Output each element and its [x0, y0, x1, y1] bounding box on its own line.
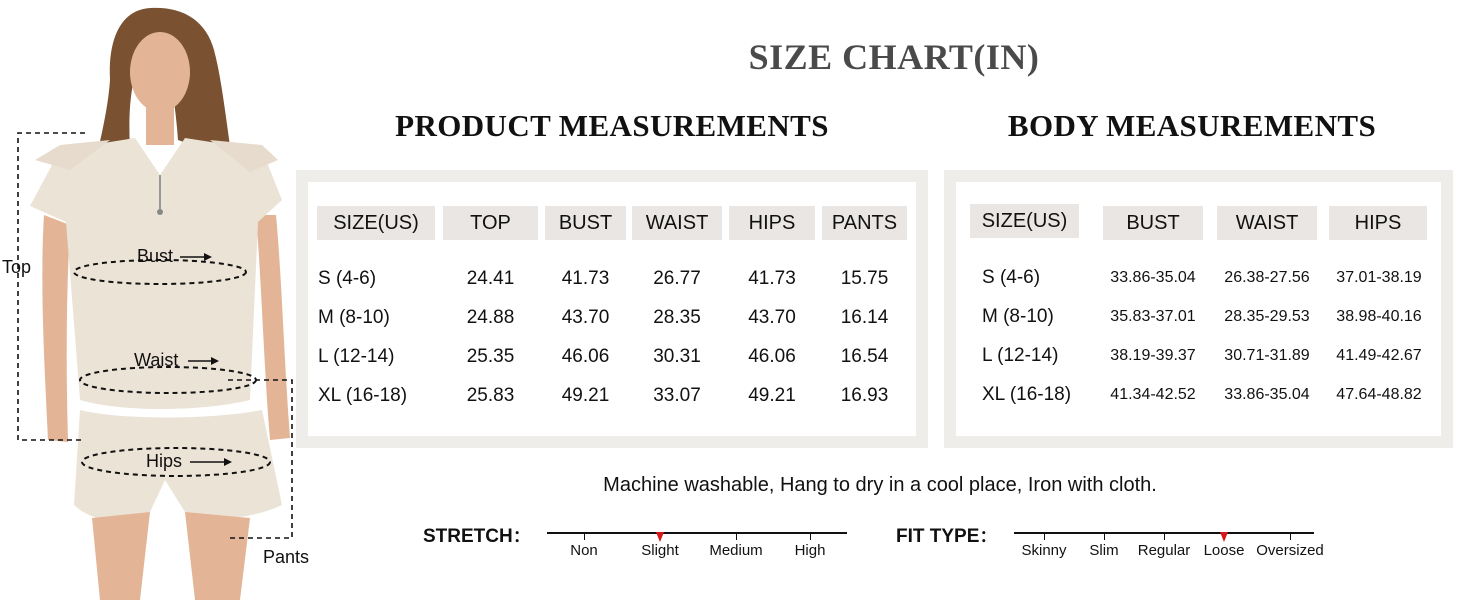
care-instructions: Machine washable, Hang to dry in a cool place, Iron with cloth.	[603, 474, 1157, 496]
product-header-waist: WAIST	[632, 206, 722, 240]
waist-label: Waist	[134, 350, 179, 370]
product-row-xl-waist: 33.07	[653, 385, 701, 406]
body-row-xl-waist: 33.86-35.04	[1224, 386, 1310, 403]
fit-option-skinny: Skinny	[1021, 542, 1067, 559]
body-row-s-bust: 33.86-35.04	[1110, 269, 1196, 286]
body-header-hips: HIPS	[1329, 206, 1427, 240]
product-row-s-waist: 26.77	[653, 268, 701, 289]
product-row-s-bust: 41.73	[561, 268, 610, 289]
body-row-s-hips: 37.01-38.19	[1336, 269, 1422, 286]
stretch-selected-marker-icon	[656, 532, 664, 542]
stretch-tick-medium	[736, 532, 737, 540]
body-header-bust: BUST	[1103, 206, 1203, 240]
stretch-option-high: High	[794, 542, 826, 559]
bust-label: Bust	[137, 246, 174, 266]
fit-tick-skinny	[1044, 532, 1045, 540]
body-row-m-hips: 38.98-40.16	[1336, 308, 1422, 325]
body-row-s-waist: 26.38-27.56	[1224, 269, 1310, 286]
product-row-m-waist: 28.35	[653, 307, 701, 328]
body-header-size: SIZE(US)	[970, 204, 1079, 238]
product-header-bust: BUST	[545, 206, 626, 240]
fit-option-oversized: Oversized	[1256, 542, 1324, 559]
body-row-l-size: L (12-14)	[982, 345, 1059, 366]
product-header-top: TOP	[443, 206, 538, 240]
page-title: SIZE CHART(IN)	[748, 37, 1040, 77]
product-row-xl-hips: 49.21	[748, 385, 796, 406]
pants-label: Pants	[263, 547, 310, 567]
product-row-xl-bust: 49.21	[561, 385, 610, 406]
fit-tick-regular	[1164, 532, 1165, 540]
product-header-pants: PANTS	[822, 206, 907, 240]
stretch-scale-line	[547, 532, 847, 534]
product-row-m-pants: 16.14	[840, 307, 889, 328]
product-row-m-hips: 43.70	[748, 307, 796, 328]
product-row-xl-top: 25.83	[466, 385, 515, 406]
stretch-option-slight: Slight	[641, 542, 679, 559]
fit-tick-slim	[1104, 532, 1105, 540]
product-row-m-bust: 43.70	[561, 307, 610, 328]
product-row-l-waist: 30.31	[653, 346, 701, 367]
fit-option-loose: Loose	[1203, 542, 1245, 559]
product-row-l-top: 25.35	[466, 346, 515, 367]
top-label: Top	[2, 257, 32, 277]
product-row-xl-pants: 16.93	[840, 385, 889, 406]
body-row-m-bust: 35.83-37.01	[1110, 308, 1196, 325]
product-row-s-hips: 41.73	[748, 268, 796, 289]
product-row-s-size: S (4-6)	[318, 268, 377, 289]
stretch-tick-non	[584, 532, 585, 540]
body-row-m-waist: 28.35-29.53	[1224, 308, 1310, 325]
product-row-l-bust: 46.06	[561, 346, 610, 367]
body-row-m-size: M (8-10)	[982, 306, 1054, 327]
product-row-s-pants: 15.75	[840, 268, 889, 289]
product-row-l-pants: 16.54	[840, 346, 889, 367]
body-row-s-size: S (4-6)	[982, 267, 1041, 288]
fit-option-regular: Regular	[1137, 542, 1191, 559]
body-row-l-hips: 41.49-42.67	[1336, 347, 1422, 364]
product-header-hips: HIPS	[729, 206, 815, 240]
product-measurements-title: PRODUCT MEASUREMENTS	[395, 108, 829, 143]
stretch-option-medium: Medium	[709, 542, 763, 559]
model-figure	[0, 0, 320, 600]
fit-type-label: FIT TYPE：	[896, 526, 999, 547]
stretch-label: STRETCH：	[423, 526, 532, 547]
product-row-xl-size: XL (16-18)	[318, 385, 408, 406]
body-measurements-title: BODY MEASUREMENTS	[1007, 108, 1377, 143]
fit-option-slim: Slim	[1089, 542, 1119, 559]
stretch-tick-high	[810, 532, 811, 540]
body-row-xl-size: XL (16-18)	[982, 384, 1072, 405]
product-row-m-top: 24.88	[466, 307, 515, 328]
body-row-l-bust: 38.19-39.37	[1110, 347, 1196, 364]
stretch-option-non: Non	[570, 542, 598, 559]
product-row-m-size: M (8-10)	[318, 307, 390, 328]
body-row-xl-hips: 47.64-48.82	[1336, 386, 1422, 403]
product-row-s-top: 24.41	[466, 268, 515, 289]
product-row-l-size: L (12-14)	[318, 346, 395, 367]
hips-label: Hips	[146, 451, 183, 471]
fit-tick-oversized	[1290, 532, 1291, 540]
body-row-l-waist: 30.71-31.89	[1224, 347, 1310, 364]
product-row-l-hips: 46.06	[748, 346, 796, 367]
fit-selected-marker-icon	[1220, 532, 1228, 542]
model-illustration	[0, 0, 320, 600]
body-header-waist: WAIST	[1217, 206, 1317, 240]
body-row-xl-bust: 41.34-42.52	[1110, 386, 1196, 403]
product-header-size: SIZE(US)	[317, 206, 435, 240]
